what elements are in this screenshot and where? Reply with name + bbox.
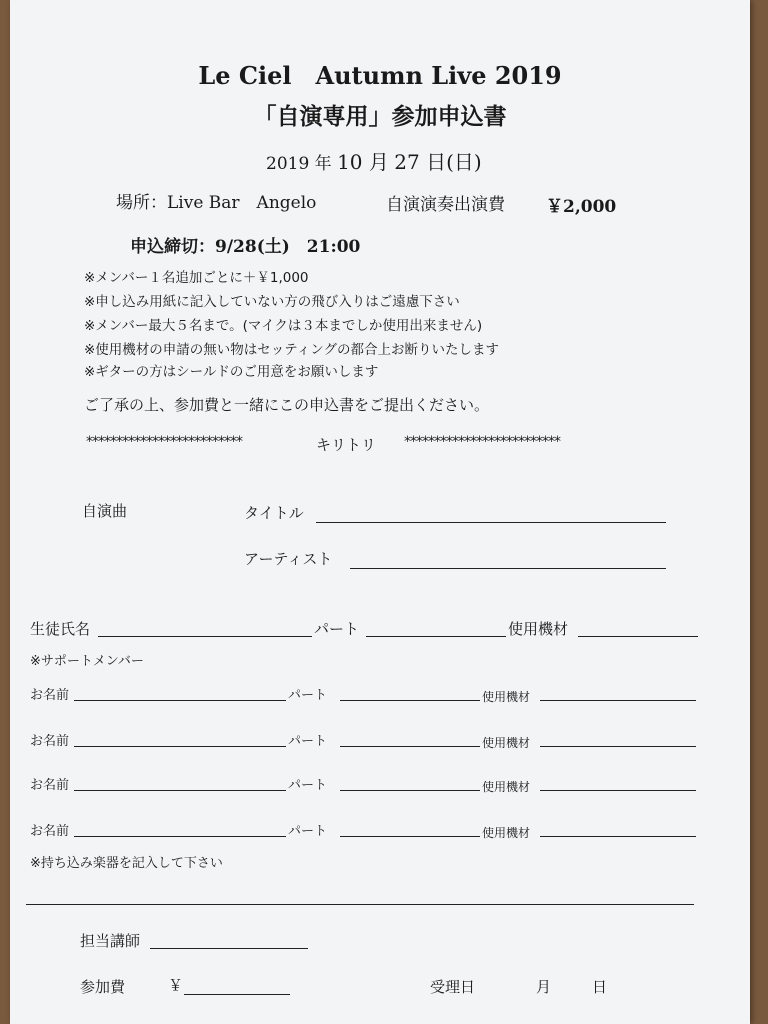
received-day-label: 日 (592, 978, 608, 996)
support-name-label: お名前 (30, 824, 70, 839)
student-equipment-field[interactable] (578, 636, 698, 637)
song-title-field[interactable] (316, 522, 666, 523)
form-subtitle: 「自演専用」参加申込書 (253, 103, 507, 130)
support-name-label: お名前 (30, 688, 70, 703)
support-equipment-label: 使用機材 (482, 736, 531, 750)
support-name-label: お名前 (30, 734, 70, 749)
closing-instruction: ご了承の上、参加費と一緒にこの申込書をご提出ください。 (84, 396, 490, 414)
song-section-label: 自演曲 (82, 502, 128, 520)
support-name-label: お名前 (30, 778, 70, 793)
note-max-members: ※メンバー最大５名まで。(マイクは３本までしか使用出来ません) (84, 318, 483, 334)
student-name-label: 生徒氏名 (30, 620, 91, 638)
note-guitar-shield: ※ギターの方はシールドのご用意をお願いします (84, 364, 379, 380)
student-part-label: パート (314, 620, 360, 638)
received-date-label: 受理日 (430, 978, 476, 996)
support-name-field[interactable] (74, 700, 286, 701)
student-name-field[interactable] (98, 636, 312, 637)
note-no-walkin: ※申し込み用紙に記入していない方の飛び入りはご遠慮下さい (84, 294, 460, 310)
support-name-field[interactable] (74, 746, 286, 747)
note-member-fee: ※メンバー１名追加ごとに＋￥1,000 (84, 270, 309, 286)
date-day: 27 日(日) (394, 150, 482, 174)
deadline: 申込締切：9/28(土) 21:00 (130, 237, 361, 257)
participation-fee-field[interactable] (184, 994, 290, 995)
song-artist-field[interactable] (350, 568, 666, 569)
performance-fee-label: 自演演奏出演費 (386, 195, 505, 215)
teacher-label: 担当講師 (80, 932, 141, 950)
support-part-label: パート (288, 778, 328, 793)
support-equipment-label: 使用機材 (482, 780, 531, 794)
cut-line-stars-right: ************************** (404, 434, 560, 450)
student-equipment-label: 使用機材 (508, 620, 569, 638)
support-equipment-field[interactable] (540, 836, 696, 837)
support-part-label: パート (288, 824, 328, 839)
received-month-label: 月 (536, 978, 552, 996)
support-equipment-field[interactable] (540, 700, 696, 701)
note-equipment: ※使用機材の申請の無い物はセッティングの都合上お断りいたします (84, 342, 499, 358)
cut-line-stars-left: ************************** (86, 434, 242, 450)
song-title-label: タイトル (244, 504, 304, 522)
support-equipment-field[interactable] (540, 790, 696, 791)
yen-symbol: ￥ (168, 976, 184, 994)
participation-fee-label: 参加費 (80, 978, 126, 996)
support-part-label: パート (288, 734, 328, 749)
cut-line-label: キリトリ (316, 436, 377, 454)
support-part-field[interactable] (340, 746, 480, 747)
teacher-field[interactable] (150, 948, 308, 949)
form-title: Le Ciel Autumn Live 2019 (198, 61, 562, 90)
support-part-label: パート (288, 688, 328, 703)
support-equipment-field[interactable] (540, 746, 696, 747)
instruments-note: ※持ち込み楽器を記入して下さい (30, 856, 223, 871)
date-year: 2019 年 (266, 154, 332, 174)
support-name-field[interactable] (74, 790, 286, 791)
instruments-field[interactable] (26, 904, 694, 905)
support-name-field[interactable] (74, 836, 286, 837)
application-form-paper (10, 0, 750, 1024)
song-artist-label: アーティスト (244, 550, 333, 568)
date-month: 10 月 (337, 150, 389, 174)
support-part-field[interactable] (340, 790, 480, 791)
support-part-field[interactable] (340, 700, 480, 701)
support-equipment-label: 使用機材 (482, 826, 531, 840)
support-equipment-label: 使用機材 (482, 690, 531, 704)
performance-fee-value: ￥2,000 (546, 197, 617, 217)
student-part-field[interactable] (366, 636, 506, 637)
venue: 場所：Live Bar Angelo (116, 193, 317, 213)
support-members-header: ※サポートメンバー (30, 654, 144, 669)
support-part-field[interactable] (340, 836, 480, 837)
event-date (266, 146, 482, 175)
